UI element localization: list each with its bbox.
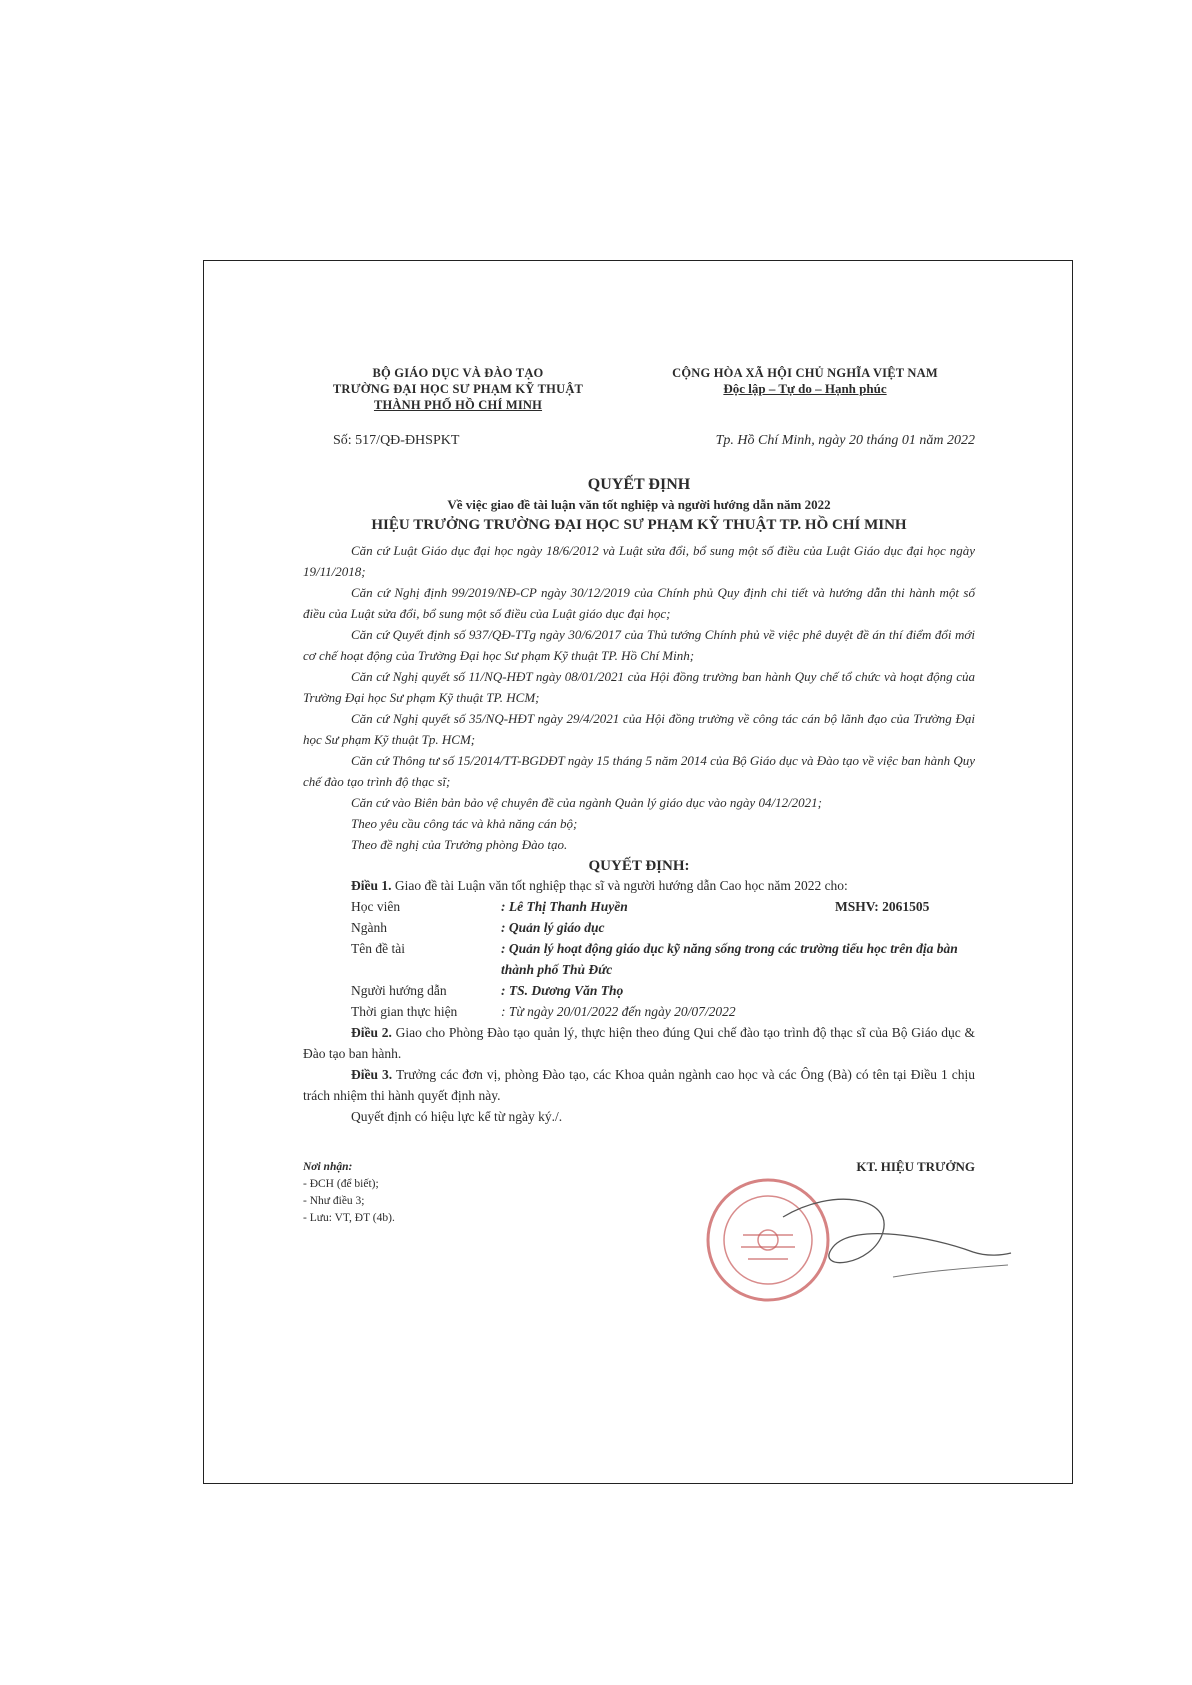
recipients-block (303, 1159, 395, 1227)
document-title: QUYẾT ĐỊNH (587, 476, 691, 493)
document-header (303, 365, 975, 470)
advisor-row (351, 980, 975, 1001)
issuing-authority: HIỆU TRƯỞNG TRƯỜNG ĐẠI HỌC SƯ PHẠM KỸ THUẬT TP. HỒ CHÍ MINH (371, 517, 907, 533)
effective-clause: Quyết định có hiệu lực kể từ ngày ký./. (351, 1109, 563, 1124)
signature-title: KT. HIỆU TRƯỞNG (856, 1159, 975, 1174)
article-3 (303, 1064, 975, 1106)
topic-value: : Quản lý hoạt động giáo dục kỹ năng sống trong các trường tiểu học trên địa bàn thành phố Thủ Đức (501, 941, 958, 977)
article-3-head: Điều 3. (351, 1067, 393, 1082)
topic-row (351, 938, 975, 980)
period-row (351, 1001, 975, 1022)
period-label: Thời gian thực hiện (351, 1004, 458, 1019)
basis-item: Căn cứ Nghị quyết số 11/NQ-HĐT ngày 08/01/2021 của Hội đồng trường ban hành Quy chế tổ chức và hoạt động của Trường Đại học Sư phạm Kỹ thuật TP. HCM; (303, 669, 975, 705)
school-name-line2-text: THÀNH PHỐ HỒ CHÍ MINH (373, 398, 543, 412)
student-id: MSHV: 2061505 (835, 899, 930, 914)
issue-date: Tp. Hồ Chí Minh, ngày 20 tháng 01 năm 2022 (715, 433, 975, 448)
basis-item: Căn cứ Luật Giáo dục đại học ngày 18/6/2012 và Luật sửa đổi, bổ sung một số điều của Luật Giáo dục đại học ngày 19/11/2018; (303, 543, 975, 579)
decision-number: Số: 517/QĐ-ĐHSPKT (333, 433, 460, 448)
recipients-heading: Nơi nhận: (303, 1161, 353, 1173)
republic-block (635, 365, 975, 397)
basis-item: Căn cứ Nghị định 99/2019/NĐ-CP ngày 30/12/2019 của Chính phủ Quy định chi tiết và hướng dẫn thi hành một số điều của Luật sửa đổi, bổ sung một số điều của Luật giáo dục đại học; (303, 585, 975, 621)
article-2-head: Điều 2. (351, 1025, 392, 1040)
basis-item: Theo yêu cầu công tác và khả năng cán bộ; (351, 816, 578, 831)
articles-continued (303, 1022, 975, 1127)
major-value: : Quản lý giáo dục (501, 920, 605, 935)
basis-item: Căn cứ Quyết định số 937/QĐ-TTg ngày 30/6/2017 của Thủ tướng Chính phủ về việc phê duyệt đề án thí điểm đổi mới cơ chế hoạt động của Trường Đại học Sư phạm Kỹ thuật TP. Hồ Chí Minh; (303, 627, 975, 663)
student-row (351, 896, 975, 917)
basis-item: Căn cứ Nghị quyết số 35/NQ-HĐT ngày 29/4/2021 của Hội đồng trường về công tác cán bộ lãnh đạo của Trường Đại học Sư phạm Kỹ thuật Tp. HCM; (303, 711, 975, 747)
advisor-label: Người hướng dẫn (351, 983, 447, 998)
ministry-name: BỘ GIÁO DỤC VÀ ĐÀO TẠO (372, 366, 544, 380)
document (303, 365, 975, 1307)
major-label: Ngành (351, 920, 387, 935)
republic-name: CỘNG HÒA XÃ HỘI CHỦ NGHĨA VIỆT NAM (672, 366, 938, 380)
topic-label: Tên đề tài (351, 941, 405, 956)
article-1 (303, 875, 975, 896)
decision-heading: QUYẾT ĐỊNH: (588, 858, 690, 874)
article-1-text: Giao đề tài Luận văn tốt nghiệp thạc sĩ và người hướng dẫn Cao học năm 2022 cho: (394, 878, 848, 893)
recipient-item: - Lưu: VT, ĐT (4b). (303, 1212, 395, 1224)
article-1-head: Điều 1. (351, 878, 392, 893)
article-2-text: Giao cho Phòng Đào tạo quản lý, thực hiện theo đúng Qui chế đào tạo trình độ thạc sĩ của Bộ Giáo dục & Đào tạo ban hành. (303, 1025, 975, 1061)
recipient-item: - ĐCH (để biết); (303, 1178, 379, 1190)
major-row (351, 917, 975, 938)
issuer-block (313, 365, 603, 413)
national-motto: Độc lập – Tự do – Hạnh phúc (723, 381, 887, 396)
basis-item: Theo đề nghị của Trưởng phòng Đào tạo. (351, 837, 568, 852)
document-subtitle: Về việc giao đề tài luận văn tốt nghiệp và người hướng dẫn năm 2022 (447, 497, 831, 512)
student-info (351, 896, 975, 1022)
student-name: : Lê Thị Thanh Huyền (501, 899, 628, 914)
school-name-line2 (313, 397, 603, 413)
school-name-line1: TRƯỜNG ĐẠI HỌC SƯ PHẠM KỸ THUẬT (332, 382, 584, 396)
articles (303, 875, 975, 896)
article-2 (303, 1022, 975, 1064)
basis-item: Căn cứ Thông tư số 15/2014/TT-BGDĐT ngày 15 tháng 5 năm 2014 của Bộ Giáo dục và Đào tạo về việc ban hành Quy chế đào tạo trình độ thạc sĩ; (303, 753, 975, 789)
student-label: Học viên (351, 899, 401, 914)
recipient-item: - Như điều 3; (303, 1195, 365, 1207)
period-value: : Từ ngày 20/01/2022 đến ngày 20/07/2022 (501, 1004, 736, 1019)
article-3-text: Trưởng các đơn vị, phòng Đào tạo, các Khoa quản ngành cao học và các Ông (Bà) có tên tại Điều 1 chịu trách nhiệm thi hành quyết định này. (303, 1067, 975, 1103)
advisor-value: : TS. Dương Văn Thọ (501, 983, 624, 998)
document-footer (303, 1137, 975, 1307)
legal-basis (303, 540, 975, 855)
signature-icon (773, 1177, 1013, 1297)
basis-item: Căn cứ vào Biên bản bảo vệ chuyên đề của ngành Quản lý giáo dục vào ngày 04/12/2021; (351, 795, 823, 810)
